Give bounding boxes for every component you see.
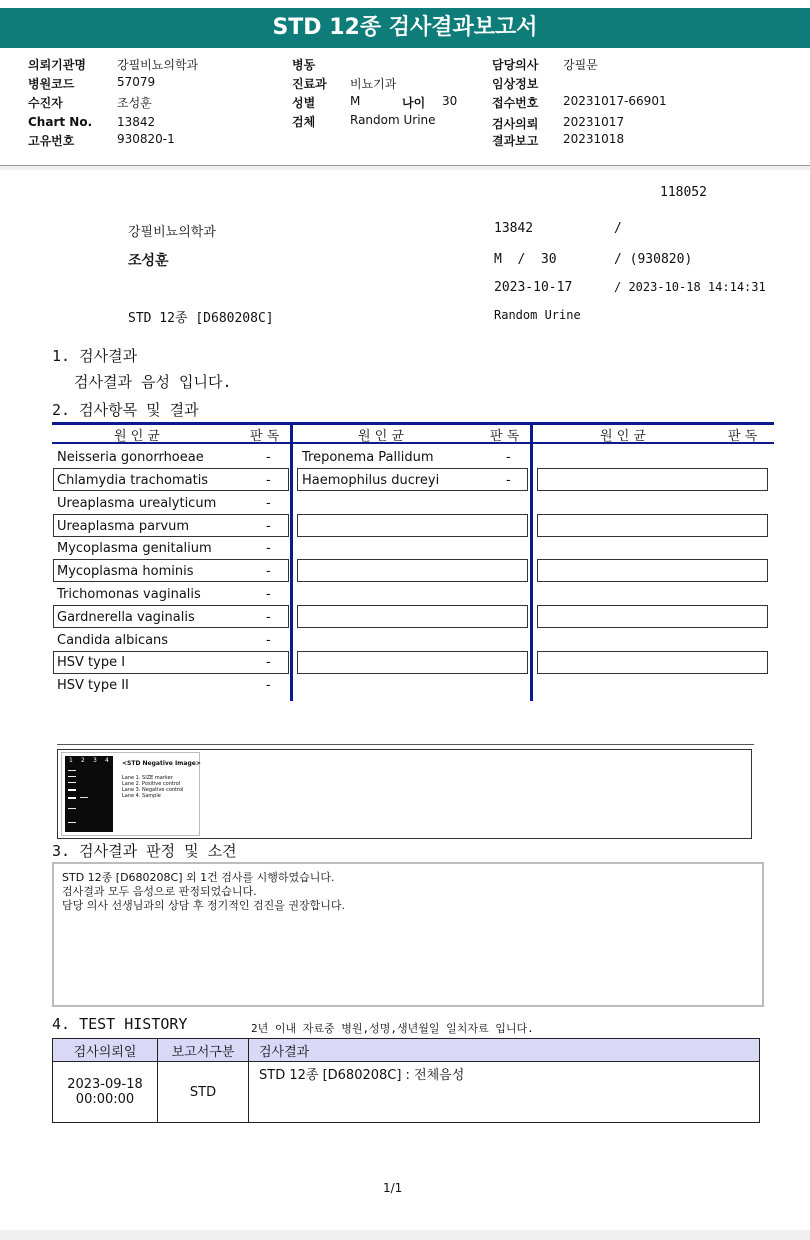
organism-name: Haemophilus ducreyi — [302, 473, 440, 488]
history-result: STD 12종 [D680208C] : 전체음성 — [249, 1062, 760, 1123]
history-date: 2023-09-18 — [67, 1077, 143, 1092]
report-datetime: / 2023-10-18 14:14:31 — [614, 280, 766, 294]
header-organism: 원 인 균 — [600, 429, 646, 444]
history-time: 00:00:00 — [75, 1092, 135, 1107]
birth-date: / (930820) — [614, 252, 693, 267]
gel-band — [68, 770, 76, 771]
gel-photo — [65, 756, 113, 832]
organism-result: - — [266, 633, 271, 648]
lane-number: 3 — [93, 757, 97, 764]
organism-name: Mycoplasma genitalium — [57, 541, 212, 556]
row-outline — [537, 514, 768, 537]
row-outline — [537, 468, 768, 491]
organism-result: - — [266, 655, 271, 670]
report-header — [0, 48, 810, 166]
header-label: 성별 — [292, 96, 316, 110]
section-4-title: 4. TEST HISTORY — [52, 1015, 188, 1033]
lane-number: 1 — [69, 757, 73, 764]
gel-legend-item: Lane 4. Sample — [122, 793, 161, 799]
header-value: Random Urine — [350, 113, 436, 127]
gel-band — [68, 782, 76, 783]
header-value: 13842 — [117, 115, 156, 129]
organism-name: Mycoplasma hominis — [57, 564, 194, 579]
header-organism: 원 인 균 — [358, 429, 404, 444]
column-divider-1 — [290, 425, 293, 701]
organism-name: Ureaplasma urealyticum — [57, 496, 217, 511]
header-label: 고유번호 — [28, 134, 75, 148]
organism-name: Neisseria gonorrhoeae — [57, 450, 204, 465]
row-outline — [297, 651, 528, 674]
history-type: STD — [158, 1062, 249, 1123]
gel-band — [68, 789, 76, 791]
organism-name: Candida albicans — [57, 633, 169, 648]
organism-result: - — [266, 450, 271, 465]
organism-result: - — [266, 587, 271, 602]
specimen: Random Urine — [494, 308, 581, 322]
header-judgement: 판 독 — [250, 429, 280, 444]
table-row — [53, 1062, 760, 1123]
divider-line — [57, 744, 754, 745]
hospital-name: 강필비뇨의학과 — [128, 225, 216, 240]
header-label: 검체 — [292, 115, 316, 129]
organism-result: - — [506, 450, 511, 465]
separator: / — [614, 221, 622, 236]
request-date: 2023-10-17 — [494, 280, 573, 295]
organism-result: - — [266, 473, 271, 488]
gel-legend-item: Lane 1. SIZE marker — [122, 775, 173, 781]
table-header-line — [52, 442, 774, 444]
report-page — [0, 170, 810, 1230]
organism-name: Gardnerella vaginalis — [57, 610, 195, 625]
lane-number: 4 — [105, 757, 109, 764]
organism-result: - — [266, 496, 271, 511]
gel-image-frame — [57, 749, 752, 839]
gel-band — [68, 822, 76, 823]
organism-name: Trichomonas vaginalis — [57, 587, 201, 602]
header-label: Chart No. — [28, 115, 93, 129]
history-header-row — [53, 1039, 760, 1062]
header-value: 20231018 — [563, 132, 625, 146]
opinion-text — [62, 871, 345, 913]
header-value: 30 — [442, 94, 458, 108]
gel-title: <STD Negative Image> — [122, 760, 201, 767]
row-outline — [537, 605, 768, 628]
history-date-cell — [53, 1062, 158, 1123]
header-value: M — [350, 94, 361, 108]
header-label: 병원코드 — [28, 77, 75, 91]
header-label: 담당의사 — [492, 58, 539, 72]
table-top-line — [52, 422, 774, 425]
gel-band — [68, 797, 76, 799]
header-value: 비뇨기과 — [350, 77, 397, 91]
header-label: 결과보고 — [492, 134, 539, 148]
header-value: 강필문 — [563, 58, 598, 72]
organism-name: HSV type I — [57, 655, 126, 670]
page-number: 1/1 — [383, 1181, 403, 1195]
lane-number: 2 — [81, 757, 85, 764]
organism-name: Chlamydia trachomatis — [57, 473, 209, 488]
header-judgement: 판 독 — [490, 429, 520, 444]
organism-result: - — [266, 564, 271, 579]
organism-name: Treponema Pallidum — [302, 450, 434, 465]
header-label: 임상정보 — [492, 77, 539, 91]
header-value: 57079 — [117, 75, 156, 89]
gel-legend-item: Lane 2. Positive control — [122, 781, 181, 787]
header-value: 20231017 — [563, 115, 625, 129]
header-value: 930820-1 — [117, 132, 175, 146]
section-3-title: 3. 검사결과 판정 및 소견 — [52, 842, 237, 860]
header-label: 병동 — [292, 58, 316, 72]
chart-number: 13842 — [494, 221, 534, 236]
history-header: 검사의뢰일 — [53, 1039, 158, 1062]
header-judgement: 판 독 — [728, 429, 758, 444]
gel-band — [68, 808, 76, 809]
report-code: 118052 — [660, 185, 707, 200]
organism-result: - — [266, 519, 271, 534]
organism-result: - — [266, 678, 271, 693]
gel-figure — [61, 752, 200, 836]
test-name: STD 12종 [D680208C] — [128, 311, 274, 326]
report-title: STD 12종 검사결과보고서 — [0, 8, 810, 48]
row-outline — [297, 605, 528, 628]
organism-name: HSV type II — [57, 678, 129, 693]
row-outline — [537, 559, 768, 582]
header-organism: 원 인 균 — [114, 429, 160, 444]
header-label: 의뢰기관명 — [28, 58, 86, 72]
row-outline — [297, 514, 528, 537]
history-header: 보고서구분 — [158, 1039, 249, 1062]
sex-age: M / 30 — [494, 252, 557, 267]
header-value: 조성훈 — [117, 96, 152, 110]
organism-result: - — [266, 610, 271, 625]
opinion-box — [52, 862, 764, 1007]
history-table — [52, 1038, 760, 1123]
header-label: 수진자 — [28, 96, 63, 110]
gel-band — [68, 776, 76, 777]
header-label: 나이 — [402, 96, 426, 110]
header-label: 검사의뢰 — [492, 117, 539, 131]
header-label: 진료과 — [292, 77, 327, 91]
header-value: 강필비뇨의학과 — [117, 58, 199, 72]
history-header: 검사결과 — [249, 1039, 760, 1062]
top-strip — [0, 0, 810, 8]
header-value: 20231017-66901 — [563, 94, 667, 108]
history-note: 2년 이내 자료중 병원,성명,생년월일 일치자료 입니다. — [251, 1022, 534, 1035]
organism-result: - — [266, 541, 271, 556]
row-outline — [537, 651, 768, 674]
gel-legend-item: Lane 3. Negative control — [122, 787, 184, 793]
gel-band — [80, 797, 88, 798]
section-2-title: 2. 검사항목 및 결과 — [52, 401, 199, 419]
opinion-line: 검사결과 모두 음성으로 판정되었습니다. — [62, 885, 257, 898]
section-1-title: 1. 검사결과 — [52, 347, 138, 365]
organism-result: - — [506, 473, 511, 488]
column-divider-2 — [530, 425, 533, 701]
row-outline — [297, 559, 528, 582]
organism-name: Ureaplasma parvum — [57, 519, 190, 534]
opinion-line: STD 12종 [D680208C] 외 1건 검사를 시행하였습니다. — [62, 871, 335, 884]
header-label: 접수번호 — [492, 96, 539, 110]
patient-name: 조성훈 — [128, 253, 169, 269]
result-summary: 검사결과 음성 입니다. — [74, 373, 232, 391]
opinion-line: 담당 의사 선생님과의 상담 후 정기적인 검진을 권장합니다. — [62, 899, 345, 912]
